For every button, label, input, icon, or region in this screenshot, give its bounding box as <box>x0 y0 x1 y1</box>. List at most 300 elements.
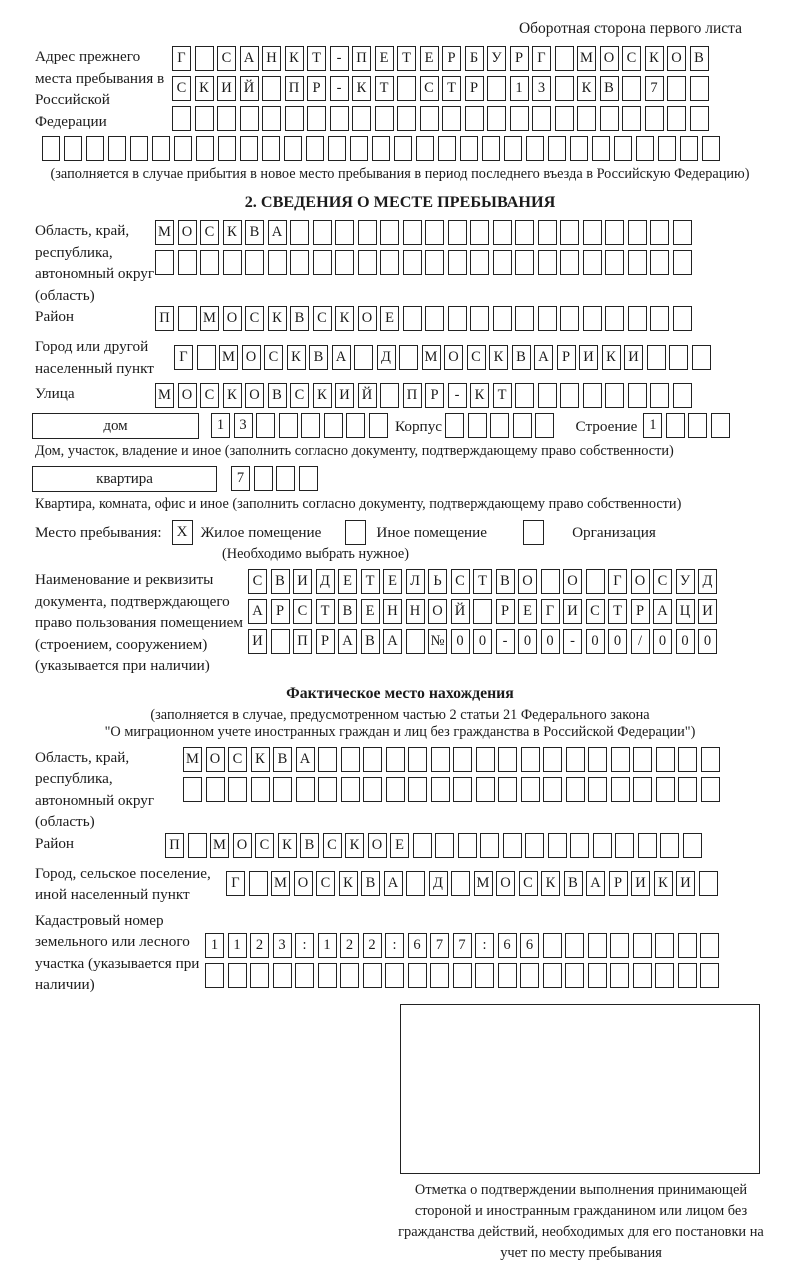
char-cell[interactable] <box>470 220 489 245</box>
char-cell[interactable] <box>566 747 585 772</box>
char-cell[interactable] <box>570 833 589 858</box>
char-cell[interactable] <box>228 777 247 802</box>
char-cell[interactable] <box>628 220 647 245</box>
char-cell[interactable] <box>588 747 607 772</box>
char-cell[interactable]: И <box>698 599 717 624</box>
char-cell[interactable] <box>666 413 685 438</box>
char-cell[interactable]: Г <box>608 569 627 594</box>
char-cell[interactable] <box>408 747 427 772</box>
char-cell[interactable] <box>658 136 676 161</box>
char-cell[interactable] <box>386 777 405 802</box>
char-cell[interactable] <box>538 383 557 408</box>
grid-row[interactable] <box>211 413 391 439</box>
char-cell[interactable]: А <box>268 220 287 245</box>
char-cell[interactable]: О <box>444 345 463 370</box>
char-cell[interactable]: С <box>217 46 236 71</box>
char-cell[interactable] <box>268 250 287 275</box>
char-cell[interactable]: В <box>496 569 515 594</box>
char-cell[interactable] <box>340 963 359 988</box>
char-cell[interactable] <box>108 136 126 161</box>
char-cell[interactable] <box>560 250 579 275</box>
char-cell[interactable] <box>560 220 579 245</box>
char-cell[interactable] <box>490 413 509 438</box>
char-cell[interactable]: П <box>403 383 422 408</box>
char-cell[interactable] <box>453 963 472 988</box>
char-cell[interactable] <box>196 136 214 161</box>
grid-row[interactable] <box>165 833 705 859</box>
char-cell[interactable]: У <box>487 46 506 71</box>
char-cell[interactable]: Т <box>473 569 492 594</box>
char-cell[interactable] <box>448 220 467 245</box>
char-cell[interactable] <box>318 963 337 988</box>
char-cell[interactable]: Т <box>316 599 335 624</box>
char-cell[interactable] <box>276 466 295 491</box>
char-cell[interactable] <box>669 345 688 370</box>
char-cell[interactable]: Р <box>631 599 650 624</box>
char-cell[interactable] <box>413 833 432 858</box>
char-cell[interactable] <box>205 963 224 988</box>
char-cell[interactable] <box>86 136 104 161</box>
char-cell[interactable]: 3 <box>532 76 551 101</box>
char-cell[interactable]: - <box>330 46 349 71</box>
char-cell[interactable] <box>218 136 236 161</box>
char-cell[interactable]: 7 <box>453 933 472 958</box>
char-cell[interactable]: О <box>631 569 650 594</box>
char-cell[interactable]: 0 <box>451 629 470 654</box>
char-cell[interactable]: 6 <box>520 933 539 958</box>
char-cell[interactable]: М <box>271 871 290 896</box>
char-cell[interactable] <box>555 76 574 101</box>
char-cell[interactable]: С <box>293 599 312 624</box>
char-cell[interactable] <box>425 306 444 331</box>
char-cell[interactable]: О <box>368 833 387 858</box>
char-cell[interactable]: 2 <box>340 933 359 958</box>
char-cell[interactable] <box>521 747 540 772</box>
char-cell[interactable]: К <box>287 345 306 370</box>
char-cell[interactable] <box>493 250 512 275</box>
char-cell[interactable] <box>692 345 711 370</box>
char-cell[interactable] <box>313 220 332 245</box>
char-cell[interactable] <box>583 383 602 408</box>
char-cell[interactable] <box>425 250 444 275</box>
char-cell[interactable]: К <box>345 833 364 858</box>
char-cell[interactable] <box>380 383 399 408</box>
char-cell[interactable] <box>605 220 624 245</box>
char-cell[interactable]: Д <box>429 871 448 896</box>
char-cell[interactable] <box>583 250 602 275</box>
char-cell[interactable]: К <box>285 46 304 71</box>
char-cell[interactable]: В <box>361 871 380 896</box>
char-cell[interactable] <box>397 106 416 131</box>
char-cell[interactable]: Н <box>406 599 425 624</box>
char-cell[interactable] <box>586 569 605 594</box>
char-cell[interactable] <box>543 747 562 772</box>
char-cell[interactable] <box>435 833 454 858</box>
char-cell[interactable] <box>498 963 517 988</box>
char-cell[interactable]: 0 <box>473 629 492 654</box>
char-cell[interactable] <box>548 833 567 858</box>
char-cell[interactable] <box>200 250 219 275</box>
char-cell[interactable]: М <box>200 306 219 331</box>
char-cell[interactable]: М <box>183 747 202 772</box>
char-cell[interactable]: : <box>475 933 494 958</box>
char-cell[interactable]: С <box>245 306 264 331</box>
char-cell[interactable]: Й <box>240 76 259 101</box>
char-cell[interactable] <box>588 933 607 958</box>
char-cell[interactable]: С <box>228 747 247 772</box>
char-cell[interactable] <box>592 136 610 161</box>
char-cell[interactable] <box>324 413 343 438</box>
char-cell[interactable] <box>240 136 258 161</box>
char-cell[interactable] <box>493 220 512 245</box>
char-cell[interactable]: А <box>240 46 259 71</box>
char-cell[interactable] <box>673 383 692 408</box>
char-cell[interactable] <box>701 747 720 772</box>
char-cell[interactable] <box>341 777 360 802</box>
grid-row[interactable] <box>248 599 721 625</box>
char-cell[interactable]: 6 <box>408 933 427 958</box>
char-cell[interactable]: 0 <box>518 629 537 654</box>
char-cell[interactable]: К <box>602 345 621 370</box>
char-cell[interactable] <box>673 250 692 275</box>
char-cell[interactable]: Р <box>307 76 326 101</box>
grid-row[interactable] <box>172 46 712 72</box>
char-cell[interactable] <box>178 306 197 331</box>
char-cell[interactable]: В <box>600 76 619 101</box>
char-cell[interactable]: О <box>563 569 582 594</box>
char-cell[interactable]: Г <box>174 345 193 370</box>
char-cell[interactable] <box>487 106 506 131</box>
char-cell[interactable]: С <box>313 306 332 331</box>
char-cell[interactable]: Д <box>698 569 717 594</box>
char-cell[interactable]: Е <box>338 569 357 594</box>
char-cell[interactable]: № <box>428 629 447 654</box>
char-cell[interactable]: С <box>290 383 309 408</box>
char-cell[interactable]: К <box>335 306 354 331</box>
char-cell[interactable] <box>515 250 534 275</box>
char-cell[interactable] <box>628 250 647 275</box>
char-cell[interactable]: В <box>309 345 328 370</box>
char-cell[interactable]: Д <box>316 569 335 594</box>
char-cell[interactable] <box>299 466 318 491</box>
char-cell[interactable] <box>285 106 304 131</box>
char-cell[interactable]: В <box>564 871 583 896</box>
grid-row[interactable] <box>183 747 723 773</box>
char-cell[interactable] <box>600 106 619 131</box>
char-cell[interactable] <box>699 871 718 896</box>
char-cell[interactable]: 2 <box>363 933 382 958</box>
char-cell[interactable] <box>532 106 551 131</box>
char-cell[interactable]: 0 <box>698 629 717 654</box>
char-cell[interactable]: О <box>496 871 515 896</box>
char-cell[interactable] <box>583 220 602 245</box>
char-cell[interactable] <box>403 306 422 331</box>
char-cell[interactable] <box>295 963 314 988</box>
char-cell[interactable] <box>700 933 719 958</box>
char-cell[interactable] <box>493 306 512 331</box>
char-cell[interactable] <box>622 76 641 101</box>
char-cell[interactable] <box>251 777 270 802</box>
grid-row[interactable] <box>445 413 558 439</box>
char-cell[interactable] <box>420 106 439 131</box>
char-cell[interactable] <box>403 220 422 245</box>
char-cell[interactable]: О <box>358 306 377 331</box>
char-cell[interactable] <box>614 136 632 161</box>
char-cell[interactable] <box>363 747 382 772</box>
char-cell[interactable] <box>650 306 669 331</box>
char-cell[interactable]: С <box>467 345 486 370</box>
char-cell[interactable] <box>543 933 562 958</box>
char-cell[interactable] <box>633 933 652 958</box>
char-cell[interactable]: М <box>155 220 174 245</box>
char-cell[interactable] <box>228 963 247 988</box>
char-cell[interactable]: Е <box>383 569 402 594</box>
char-cell[interactable]: Н <box>262 46 281 71</box>
char-cell[interactable] <box>515 306 534 331</box>
char-cell[interactable]: Р <box>609 871 628 896</box>
char-cell[interactable] <box>476 777 495 802</box>
char-cell[interactable] <box>588 777 607 802</box>
grid-row[interactable] <box>155 383 695 409</box>
char-cell[interactable] <box>64 136 82 161</box>
char-cell[interactable]: 3 <box>273 933 292 958</box>
char-cell[interactable]: - <box>330 76 349 101</box>
char-cell[interactable] <box>430 963 449 988</box>
char-cell[interactable] <box>510 106 529 131</box>
char-cell[interactable]: 0 <box>608 629 627 654</box>
char-cell[interactable]: О <box>600 46 619 71</box>
char-cell[interactable]: Р <box>425 383 444 408</box>
char-cell[interactable] <box>647 345 666 370</box>
char-cell[interactable]: Г <box>541 599 560 624</box>
char-cell[interactable] <box>406 629 425 654</box>
char-cell[interactable] <box>399 345 418 370</box>
char-cell[interactable] <box>520 963 539 988</box>
char-cell[interactable] <box>498 777 517 802</box>
char-cell[interactable]: И <box>293 569 312 594</box>
checkbox-organization[interactable] <box>523 520 544 545</box>
grid-row[interactable] <box>226 871 721 897</box>
char-cell[interactable]: В <box>245 220 264 245</box>
char-cell[interactable] <box>188 833 207 858</box>
char-cell[interactable] <box>431 777 450 802</box>
char-cell[interactable]: О <box>178 383 197 408</box>
char-cell[interactable] <box>375 106 394 131</box>
char-cell[interactable]: К <box>489 345 508 370</box>
char-cell[interactable] <box>526 136 544 161</box>
char-cell[interactable]: 0 <box>676 629 695 654</box>
char-cell[interactable] <box>615 833 634 858</box>
char-cell[interactable]: И <box>579 345 598 370</box>
char-cell[interactable]: В <box>690 46 709 71</box>
char-cell[interactable]: Е <box>375 46 394 71</box>
char-cell[interactable] <box>318 777 337 802</box>
char-cell[interactable] <box>130 136 148 161</box>
char-cell[interactable] <box>633 963 652 988</box>
char-cell[interactable] <box>458 833 477 858</box>
char-cell[interactable]: И <box>624 345 643 370</box>
grid-row[interactable] <box>155 306 695 332</box>
char-cell[interactable]: А <box>332 345 351 370</box>
char-cell[interactable] <box>667 76 686 101</box>
char-cell[interactable] <box>480 833 499 858</box>
char-cell[interactable] <box>650 220 669 245</box>
char-cell[interactable] <box>363 963 382 988</box>
char-cell[interactable]: Т <box>397 46 416 71</box>
char-cell[interactable] <box>700 963 719 988</box>
char-cell[interactable] <box>667 106 686 131</box>
char-cell[interactable] <box>431 747 450 772</box>
char-cell[interactable]: В <box>273 747 292 772</box>
char-cell[interactable]: Б <box>465 46 484 71</box>
char-cell[interactable]: О <box>294 871 313 896</box>
char-cell[interactable] <box>363 777 382 802</box>
char-cell[interactable] <box>328 136 346 161</box>
char-cell[interactable]: М <box>210 833 229 858</box>
char-cell[interactable]: С <box>200 383 219 408</box>
char-cell[interactable] <box>416 136 434 161</box>
char-cell[interactable] <box>610 963 629 988</box>
char-cell[interactable]: А <box>586 871 605 896</box>
char-cell[interactable] <box>690 76 709 101</box>
char-cell[interactable] <box>678 963 697 988</box>
char-cell[interactable] <box>678 747 697 772</box>
char-cell[interactable] <box>570 136 588 161</box>
char-cell[interactable]: К <box>470 383 489 408</box>
char-cell[interactable]: Д <box>377 345 396 370</box>
char-cell[interactable] <box>460 136 478 161</box>
char-cell[interactable] <box>178 250 197 275</box>
char-cell[interactable] <box>655 963 674 988</box>
char-cell[interactable] <box>313 250 332 275</box>
grid-row[interactable] <box>155 220 695 246</box>
char-cell[interactable] <box>290 250 309 275</box>
char-cell[interactable] <box>470 306 489 331</box>
grid-row-overflow[interactable] <box>42 136 800 162</box>
char-cell[interactable] <box>468 413 487 438</box>
char-cell[interactable] <box>611 777 630 802</box>
char-cell[interactable] <box>555 46 574 71</box>
char-cell[interactable] <box>307 106 326 131</box>
char-cell[interactable]: П <box>285 76 304 101</box>
char-cell[interactable]: Р <box>557 345 576 370</box>
char-cell[interactable]: Е <box>420 46 439 71</box>
char-cell[interactable] <box>476 747 495 772</box>
char-cell[interactable] <box>655 933 674 958</box>
char-cell[interactable] <box>358 250 377 275</box>
char-cell[interactable]: 1 <box>228 933 247 958</box>
char-cell[interactable] <box>538 306 557 331</box>
char-cell[interactable]: С <box>519 871 538 896</box>
char-cell[interactable]: С <box>316 871 335 896</box>
char-cell[interactable]: С <box>451 569 470 594</box>
char-cell[interactable] <box>525 833 544 858</box>
char-cell[interactable] <box>445 413 464 438</box>
char-cell[interactable] <box>588 963 607 988</box>
char-cell[interactable]: Л <box>406 569 425 594</box>
char-cell[interactable] <box>397 76 416 101</box>
char-cell[interactable] <box>593 833 612 858</box>
char-cell[interactable] <box>256 413 275 438</box>
char-cell[interactable] <box>504 136 522 161</box>
char-cell[interactable]: О <box>223 306 242 331</box>
char-cell[interactable] <box>711 413 730 438</box>
char-cell[interactable]: К <box>339 871 358 896</box>
char-cell[interactable] <box>217 106 236 131</box>
char-cell[interactable]: М <box>474 871 493 896</box>
char-cell[interactable] <box>605 306 624 331</box>
char-cell[interactable]: А <box>383 629 402 654</box>
char-cell[interactable]: Т <box>493 383 512 408</box>
char-cell[interactable]: Ь <box>428 569 447 594</box>
char-cell[interactable]: С <box>622 46 641 71</box>
char-cell[interactable] <box>650 250 669 275</box>
char-cell[interactable]: В <box>361 629 380 654</box>
char-cell[interactable]: 7 <box>645 76 664 101</box>
char-cell[interactable] <box>656 777 675 802</box>
char-cell[interactable]: Р <box>316 629 335 654</box>
char-cell[interactable] <box>330 106 349 131</box>
char-cell[interactable] <box>380 220 399 245</box>
char-cell[interactable] <box>628 383 647 408</box>
char-cell[interactable] <box>515 383 534 408</box>
grid-row[interactable] <box>205 963 723 989</box>
grid-row[interactable] <box>643 413 733 439</box>
char-cell[interactable]: 0 <box>653 629 672 654</box>
char-cell[interactable] <box>335 250 354 275</box>
char-cell[interactable] <box>380 250 399 275</box>
char-cell[interactable] <box>645 106 664 131</box>
char-cell[interactable]: О <box>428 599 447 624</box>
char-cell[interactable]: : <box>385 933 404 958</box>
char-cell[interactable]: А <box>653 599 672 624</box>
char-cell[interactable] <box>622 106 641 131</box>
char-cell[interactable] <box>611 747 630 772</box>
grid-row[interactable] <box>172 76 712 102</box>
char-cell[interactable] <box>482 136 500 161</box>
char-cell[interactable]: Г <box>532 46 551 71</box>
char-cell[interactable] <box>352 106 371 131</box>
char-cell[interactable]: К <box>313 383 332 408</box>
char-cell[interactable]: С <box>248 569 267 594</box>
char-cell[interactable] <box>465 106 484 131</box>
char-cell[interactable] <box>385 963 404 988</box>
char-cell[interactable] <box>660 833 679 858</box>
char-cell[interactable] <box>279 413 298 438</box>
char-cell[interactable]: Е <box>380 306 399 331</box>
char-cell[interactable] <box>394 136 412 161</box>
char-cell[interactable] <box>262 136 280 161</box>
char-cell[interactable]: / <box>631 629 650 654</box>
char-cell[interactable]: К <box>223 383 242 408</box>
char-cell[interactable] <box>673 220 692 245</box>
char-cell[interactable]: У <box>676 569 695 594</box>
char-cell[interactable]: И <box>248 629 267 654</box>
char-cell[interactable]: А <box>248 599 267 624</box>
char-cell[interactable] <box>152 136 170 161</box>
char-cell[interactable] <box>448 306 467 331</box>
char-cell[interactable]: О <box>233 833 252 858</box>
char-cell[interactable]: 1 <box>643 413 662 438</box>
char-cell[interactable] <box>683 833 702 858</box>
char-cell[interactable] <box>701 777 720 802</box>
char-cell[interactable]: А <box>534 345 553 370</box>
char-cell[interactable] <box>555 106 574 131</box>
char-cell[interactable] <box>240 106 259 131</box>
char-cell[interactable] <box>543 777 562 802</box>
char-cell[interactable]: С <box>653 569 672 594</box>
char-cell[interactable]: К <box>541 871 560 896</box>
